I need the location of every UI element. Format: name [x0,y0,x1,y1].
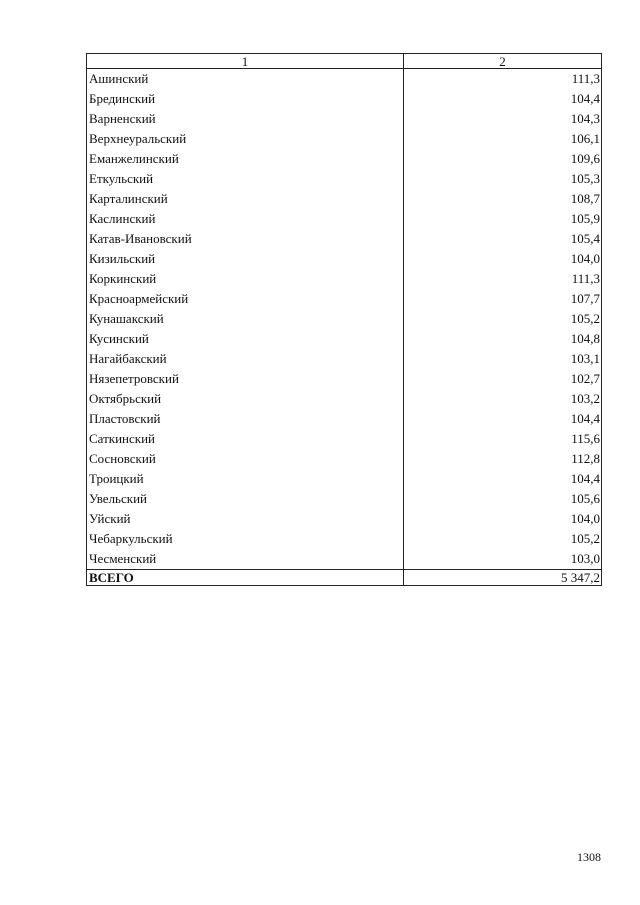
district-name: Верхнеуральский [87,129,404,149]
district-value: 105,2 [404,529,602,549]
district-name: Ашинский [87,69,404,90]
district-name: Чебаркульский [87,529,404,549]
district-value: 111,3 [404,269,602,289]
column-header-1: 1 [87,54,404,69]
district-value: 106,1 [404,129,602,149]
table-body [87,69,602,570]
table-row [87,129,602,149]
district-value: 105,2 [404,309,602,329]
district-value: 103,0 [404,549,602,570]
district-value: 104,0 [404,249,602,269]
district-value: 104,4 [404,89,602,109]
table-row [87,489,602,509]
district-value: 104,3 [404,109,602,129]
district-name: Коркинский [87,269,404,289]
district-value: 107,7 [404,289,602,309]
district-name: Кусинский [87,329,404,349]
table-row [87,429,602,449]
district-name: Кизильский [87,249,404,269]
district-name: Нязепетровский [87,369,404,389]
district-name: Варненский [87,109,404,129]
district-value: 105,4 [404,229,602,249]
table-row [87,309,602,329]
table-row [87,269,602,289]
district-value: 105,3 [404,169,602,189]
page-number: 1308 [577,850,601,864]
table-row [87,149,602,169]
district-value: 102,7 [404,369,602,389]
district-name: Каслинский [87,209,404,229]
table-row [87,109,602,129]
table-row [87,169,602,189]
district-name: Кунашакский [87,309,404,329]
table-row [87,529,602,549]
district-value: 104,8 [404,329,602,349]
district-value: 103,2 [404,389,602,409]
district-value: 108,7 [404,189,602,209]
district-name: Увельский [87,489,404,509]
district-value: 104,0 [404,509,602,529]
total-label: ВСЕГО [87,570,404,586]
table-row [87,89,602,109]
district-name: Красноармейский [87,289,404,309]
table-row [87,69,602,90]
district-name: Брединский [87,89,404,109]
table-row [87,549,602,570]
district-name: Чесменский [87,549,404,570]
district-value: 105,6 [404,489,602,509]
table-row [87,209,602,229]
total-value: 5 347,2 [404,570,602,586]
table-row [87,469,602,489]
data-table [86,53,602,586]
district-value: 104,4 [404,409,602,429]
district-value: 112,8 [404,449,602,469]
table-row [87,229,602,249]
district-value: 115,6 [404,429,602,449]
table-header-row [87,54,602,69]
table-row [87,329,602,349]
table-row [87,409,602,429]
district-value: 105,9 [404,209,602,229]
table-row [87,449,602,469]
table-row [87,509,602,529]
table-row [87,389,602,409]
district-name: Саткинский [87,429,404,449]
district-name: Троицкий [87,469,404,489]
table-row [87,189,602,209]
total-row [87,570,602,586]
district-value: 104,4 [404,469,602,489]
district-value: 109,6 [404,149,602,169]
district-name: Катав-Ивановский [87,229,404,249]
district-name: Сосновский [87,449,404,469]
district-name: Нагайбакский [87,349,404,369]
district-name: Карталинский [87,189,404,209]
district-name: Еманжелинский [87,149,404,169]
district-name: Пластовский [87,409,404,429]
district-name: Уйский [87,509,404,529]
table-row [87,289,602,309]
district-value: 103,1 [404,349,602,369]
district-value: 111,3 [404,69,602,90]
table-row [87,349,602,369]
table-row [87,369,602,389]
district-name: Октябрьский [87,389,404,409]
table-row [87,249,602,269]
column-header-2: 2 [404,54,602,69]
district-name: Еткульский [87,169,404,189]
